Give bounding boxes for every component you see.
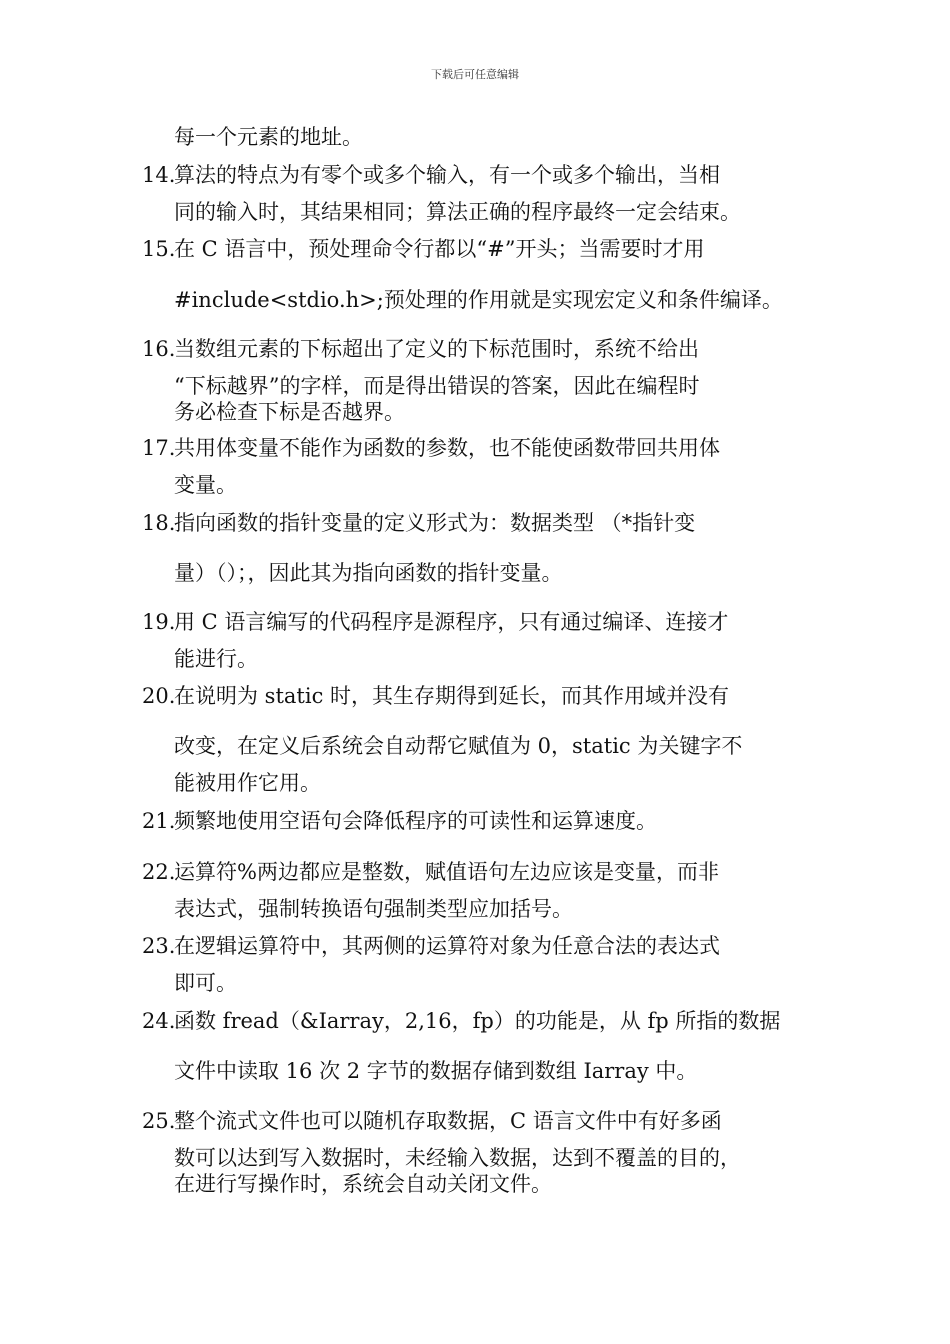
item-line: 能进行。 [174, 647, 258, 671]
item-line: 数可以达到写入数据时，未经输入数据，达到不覆盖的目的， [174, 1146, 741, 1170]
item-line: #include<stdio.h>;预处理的作用就是实现宏定义和条件编译。 [174, 288, 783, 312]
item-line: 在说明为 static 时，其生存期得到延长，而其作用域并没有 [174, 684, 730, 708]
item-line: 指向函数的指针变量的定义形式为：数据类型 （*指针变 [174, 511, 696, 535]
item-number: 20. [142, 684, 176, 708]
item-line: 在逻辑运算符中，其两侧的运算符对象为任意合法的表达式 [174, 934, 720, 958]
item-line: 能被用作它用。 [174, 771, 321, 795]
item-line: 文件中读取 16 次 2 字节的数据存储到数组 Iarray 中。 [174, 1059, 698, 1083]
item-line: 同的输入时，其结果相同；算法正确的程序最终一定会结束。 [174, 200, 741, 224]
item-line: 量）（）；，因此其为指向函数的指针变量。 [174, 561, 563, 585]
item-line: 函数 fread（&Iarray，2,16，fp）的功能是，从 fp 所指的数据 [174, 1009, 781, 1033]
item-line: “下标越界”的字样，而是得出错误的答案，因此在编程时 [174, 374, 700, 398]
item-line: 即可。 [174, 971, 237, 995]
item-number: 21. [142, 809, 176, 833]
item-line: 共用体变量不能作为函数的参数，也不能使函数带回共用体 [174, 436, 720, 460]
item-line: 用 C 语言编写的代码程序是源程序，只有通过编译、连接才 [174, 610, 729, 634]
item-number: 19. [142, 610, 176, 634]
item-number: 16. [142, 337, 176, 361]
item-number: 15. [142, 237, 176, 261]
item-line: 运算符%两边都应是整数，赋值语句左边应该是变量，而非 [174, 860, 719, 884]
page-header: 下载后可任意编辑 [431, 68, 519, 81]
item-line: 频繁地使用空语句会降低程序的可读性和运算速度。 [174, 809, 657, 833]
item-number: 24. [142, 1009, 176, 1033]
item-number: 18. [142, 511, 176, 535]
item-number: 25. [142, 1109, 176, 1133]
item-line: 在进行写操作时，系统会自动关闭文件。 [174, 1172, 552, 1196]
item-line: 在 C 语言中，预处理命令行都以“#”开头；当需要时才用 [174, 237, 705, 261]
item-line: 整个流式文件也可以随机存取数据，C 语言文件中有好多函 [174, 1109, 722, 1133]
item-line: 务必检查下标是否越界。 [174, 400, 405, 424]
item-number: 22. [142, 860, 176, 884]
item-line: 表达式，强制转换语句强制类型应加括号。 [174, 897, 573, 921]
item-number: 23. [142, 934, 176, 958]
item-line: 变量。 [174, 473, 237, 497]
item-number: 17. [142, 436, 176, 460]
item-number: 14. [142, 163, 176, 187]
item-line: 改变，在定义后系统会自动帮它赋值为 0，static 为关键字不 [174, 734, 743, 758]
item-line: 算法的特点为有零个或多个输入，有一个或多个输出，当相 [174, 163, 720, 187]
intro-line: 每一个元素的地址。 [174, 125, 363, 149]
item-line: 当数组元素的下标超出了定义的下标范围时，系统不给出 [174, 337, 699, 361]
